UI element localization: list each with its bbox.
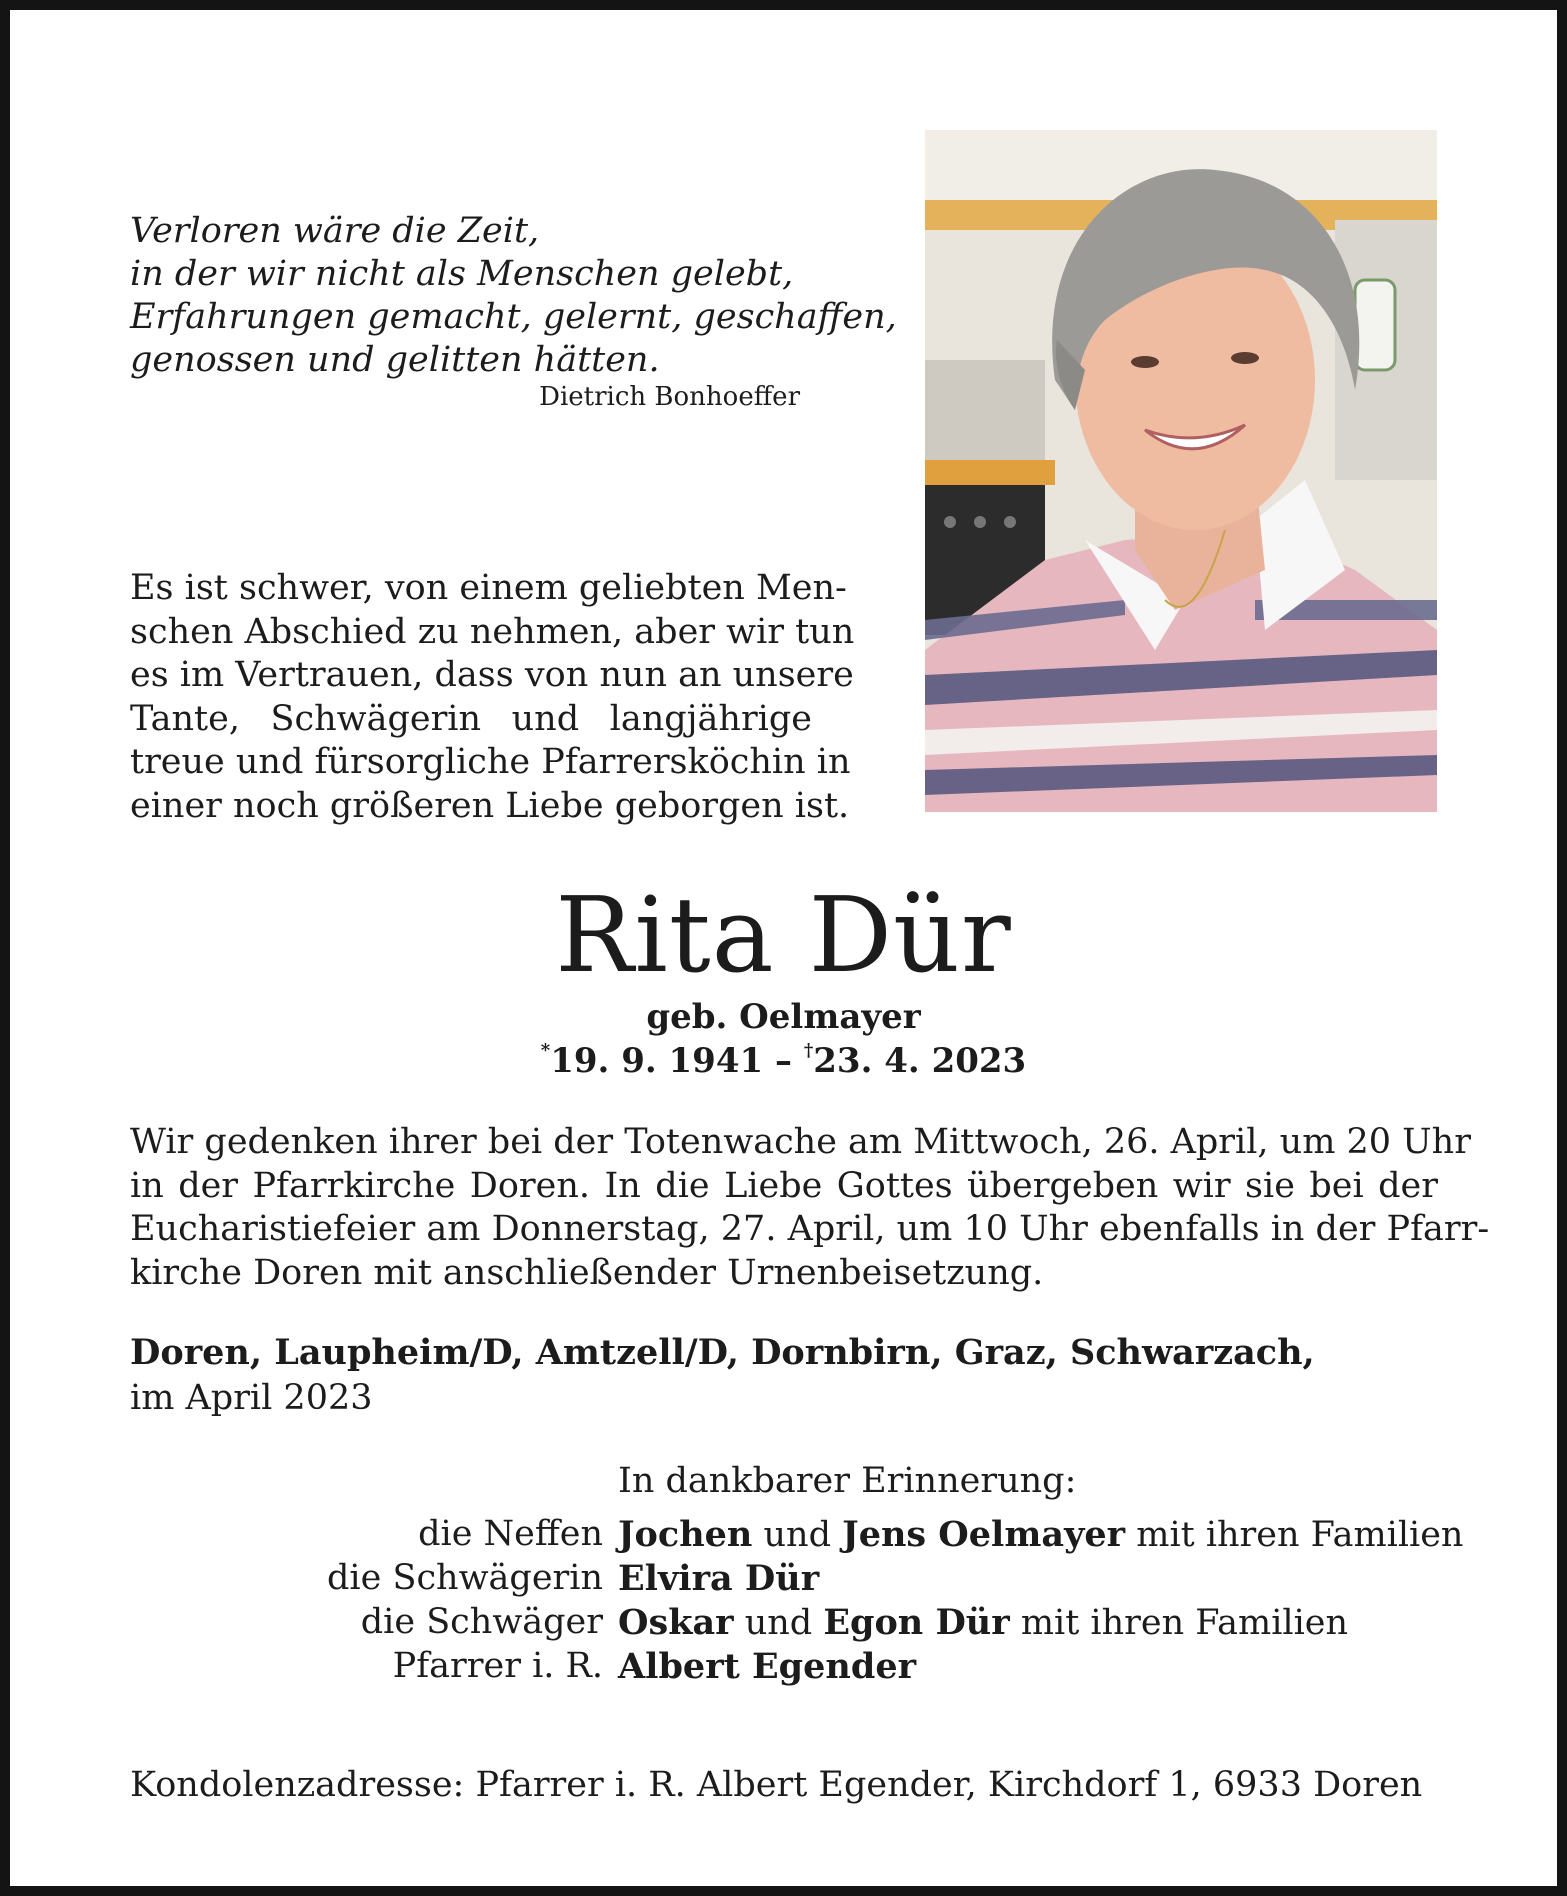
mourner-names [618, 1644, 916, 1690]
condolence-address: Kondolenzadresse: Pfarrer i. R. Albert Egender, Kirchdorf 1, 6933 Doren [130, 1765, 1423, 1805]
birth-name: geb. Oelmayer [646, 997, 921, 1037]
quote-line: Erfahrungen gemacht, gelernt, geschaffen, [130, 297, 897, 337]
intro-line: Es ist schwer, von einem geliebten Men- [130, 568, 847, 608]
death-date: 23. 4. 2023 [813, 1041, 1027, 1081]
date-separator: – [763, 1041, 804, 1081]
mourner-relation: die Neffen [418, 1514, 603, 1554]
birth-symbol: * [540, 1039, 551, 1061]
intro-line: treue und fürsorgliche Pfarrersköchin in [130, 742, 851, 782]
mourner-relation: die Schwägerin [327, 1558, 603, 1598]
mourner-name: Jens Oelmayer [842, 1514, 1126, 1555]
intro-line: es im Vertrauen, dass von nun an unsere [130, 655, 854, 695]
service-line: Wir gedenken ihrer bei der Totenwache am Mittwoch, 26. April, um 20 Uhr [130, 1122, 1471, 1162]
service-line: in der Pfarrkirche Doren. In die Liebe Gottes übergeben wir sie bei der [130, 1165, 1438, 1206]
mourner-joiner: und [752, 1515, 843, 1555]
service-line: Eucharistiefeier am Donnerstag, 27. April, um 10 Uhr ebenfalls in der Pfarr- [130, 1209, 1490, 1249]
mourners-heading: In dankbarer Erinnerung: [618, 1461, 1077, 1501]
intro-text [130, 567, 855, 828]
places: Doren, Laupheim/D, Amtzell/D, Dornbirn, Graz, Schwarzach, [130, 1332, 1315, 1373]
quote-line: genossen und gelitten hätten. [130, 340, 660, 380]
place-date: im April 2023 [130, 1378, 373, 1418]
mourner-name: Egon Dür [823, 1602, 1010, 1643]
mourner-name: Oskar [618, 1602, 734, 1643]
mourner-names [618, 1512, 1463, 1558]
quote-line: Verloren wäre die Zeit, [130, 211, 540, 251]
deceased-name: Rita Dür [555, 874, 1012, 996]
mourner-names [618, 1556, 819, 1602]
mourner-joiner: und [733, 1603, 824, 1643]
quote-author: Dietrich Bonhoeffer [539, 382, 800, 412]
intro-line: Tante, Schwägerin und langjährige [130, 698, 812, 739]
quote-line: in der wir nicht als Menschen gelebt, [130, 254, 794, 294]
mourner-suffix: mit ihren Familien [1125, 1515, 1464, 1555]
birth-date: 19. 9. 1941 [550, 1041, 764, 1081]
mourner-relation: Pfarrer i. R. [392, 1646, 603, 1686]
mourner-relation: die Schwäger [360, 1602, 603, 1642]
mourner-names [618, 1600, 1348, 1646]
quote [130, 210, 897, 382]
mourner-name: Albert Egender [618, 1646, 917, 1687]
service-text [130, 1121, 1490, 1295]
portrait-photo [925, 130, 1437, 812]
service-line: kirche Doren mit anschließender Urnenbeisetzung. [130, 1252, 1044, 1293]
intro-line: schen Abschied zu nehmen, aber wir tun [130, 611, 855, 652]
intro-line: einer noch größeren Liebe geborgen ist. [130, 785, 850, 826]
mourner-suffix: mit ihren Familien [1009, 1603, 1349, 1643]
mourner-name: Jochen [618, 1514, 753, 1555]
life-dates [0, 1041, 1567, 1081]
mourner-name: Elvira Dür [618, 1558, 820, 1599]
death-symbol: † [803, 1039, 814, 1061]
